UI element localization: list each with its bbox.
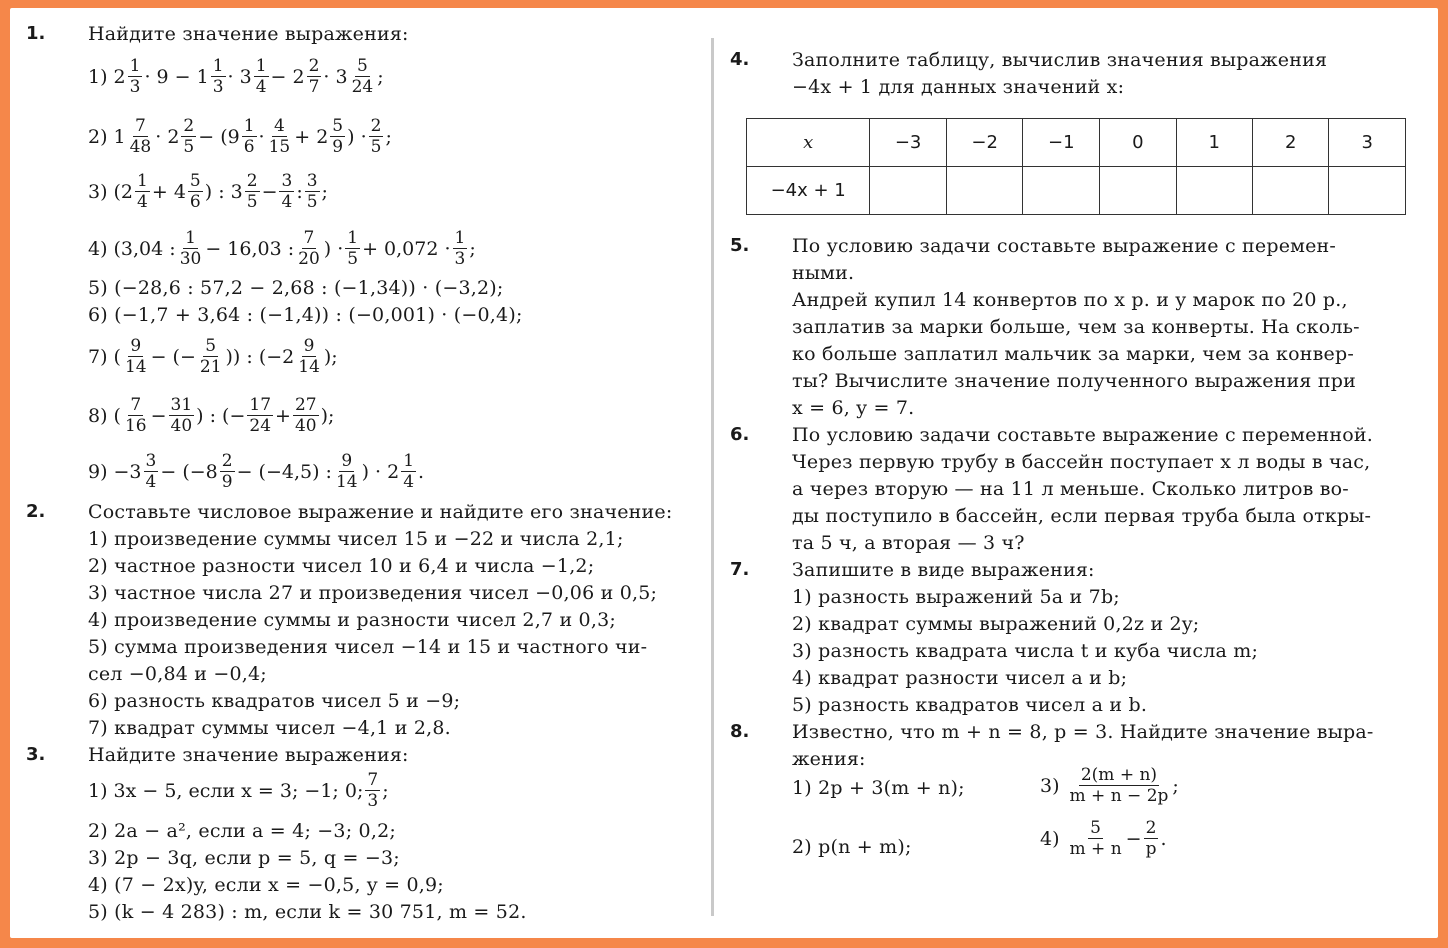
fraction: $\frac{2}{p}$ bbox=[1145, 818, 1157, 859]
fraction: $\frac{17}{24}$ bbox=[249, 395, 272, 436]
column-divider bbox=[711, 38, 714, 916]
fraction: $\frac{1}{3}$ bbox=[454, 228, 466, 269]
table-cell: 0 bbox=[1100, 119, 1176, 167]
fraction: $\frac{2}{9}$ bbox=[221, 451, 233, 492]
table-row bbox=[747, 167, 1406, 215]
fraction: $\frac{5}{m + n}$ bbox=[1069, 818, 1122, 859]
task-1-item-2: 2) 1 $\frac{7}{48}$ · 2 $\frac{2}{5}$ − (9 $\frac{1}{6}$ · $\frac{4}{15}$ + 2 $\frac{5}{9}$ ) · $\frac{2}{5}$ ; bbox=[88, 116, 392, 157]
fraction: $\frac{2}{5}$ bbox=[246, 171, 258, 212]
answer-cell[interactable] bbox=[1253, 167, 1329, 215]
answer-cell[interactable] bbox=[946, 167, 1023, 215]
task-1-item-3: 3) (2 $\frac{1}{4}$ + 4 $\frac{5}{6}$ ) : 3 $\frac{2}{5}$ − $\frac{3}{4}$ : $\frac{3}{5}$ ; bbox=[88, 171, 328, 212]
term: 2 bbox=[113, 65, 126, 88]
fraction: $\frac{1}{30}$ bbox=[179, 228, 202, 269]
item-number: 1) bbox=[88, 65, 108, 88]
task-1-item-1: 1) 2 $\frac{1}{3}$ · 9 − 1 $\frac{1}{3}$ · 3 $\frac{1}{4}$ − 2 $\frac{2}{7}$ · 3 $\frac{5}{24}$ ; bbox=[88, 56, 384, 97]
fraction: $\frac{5}{9}$ bbox=[332, 116, 344, 157]
term: · 3 bbox=[323, 65, 348, 88]
task-number: 8. bbox=[730, 721, 750, 742]
fraction: $\frac{7}{3}$ bbox=[367, 770, 379, 811]
fraction: $\frac{4}{15}$ bbox=[268, 116, 291, 157]
table-cell: 3 bbox=[1329, 119, 1406, 167]
task-3-line: 1) 3x − 5, если x = 3; −1; 0; $\frac{7}{3}$ ; bbox=[88, 770, 389, 811]
fraction: $\frac{1}{4}$ bbox=[255, 56, 267, 97]
fraction: $\frac{5}{21}$ bbox=[199, 336, 222, 377]
task-8-item-3: 3) $\frac{2(m + n)}{m + n - 2p}$ ; bbox=[1040, 765, 1179, 806]
table-cell: 2 bbox=[1253, 119, 1329, 167]
fraction: $\frac{5}{6}$ bbox=[189, 171, 201, 212]
fraction: $\frac{2}{5}$ bbox=[183, 116, 195, 157]
fraction: $\frac{27}{40}$ bbox=[294, 395, 317, 436]
fraction: $\frac{7}{16}$ bbox=[124, 395, 147, 436]
table-cell: 1 bbox=[1176, 119, 1252, 167]
worksheet-page: 1. Найдите значение выражения: 1) 2 $\frac{1}{3}$ · 9 − 1 $\frac{1}{3}$ · 3 $\frac{1}{4}$ − 2 $\frac{2}{7}$ · 3 $\frac{5}{24}$ ; 2) 1 $\frac{7}{48}$ · 2 $\frac{2}{5}$ − (9 $\frac{1}{6}$ · $\frac{4}{15}$ + 2 $\frac{5}{9}$ ) · $\frac{2}{5}$ ; 3) (2 $\frac{1}{4}$ + 4 $\frac{5}{6}$ ) : 3 $\frac{2}{5}$ − $\frac{3}{4}$ : $\frac{3}{5}$ ; 4) (3,04 : $\frac{1}{30}$ − 16,03 : $\frac{7}{20}$ ) · $\frac{1}{5}$ + 0,072 · $\frac{1}{3}$ ; 5) (−28,6 : 57,2 − 2,68 : (−1,34)) · (−3,2); 6) (−1,7 + 3,64 : (−1,4)) : (−0,001) · (−0,4); 7) ( $\frac{9}{14}$ − (− $\frac{5}{21}$ )) : (−2 $\frac{9}{14}$ ); 8) ( $\frac{7}{16}$ − $\frac{31}{40}$ ) : (− $\frac{17}{24}$ + $\frac{27}{40}$ ); 9) −3 $\frac{3}{4}$ − (−8 $\frac{2}{9}$ − (−4,5) : $\frac{9}{14}$ ) · 2 $\frac{1}{4}$ . 2. Составьте числовое выражение и найдите его значение: 1) произведение суммы чисел 15 и −22 и числа 2,1; 2) частное разности чисел 10 и 6,4 и числа −1,2; 3) частное числа 27 и произведения чисел −0,06 и 0,5; 4) произведение суммы и разности чисел 2,7 и 0,3; 5) сумма произведения чисел −14 и 15 и частного чи- сел −0,84 и −0,4; 6) разность квадратов чисел 5 и −9; 7) квадрат суммы чисел −4,1 и 2,8. 3. Найдите значение выражения: 1) 3x − 5, если x = 3; −1; 0; $\frac{7}{3}$ ; 2) 2a − a², если a = 4; −3; 0,2; 3) 2p − 3q, если p = 5, q = −3; 4) (7 − 2x)y, если x = −0,5, y = 0,9; 5) (k − 4 283) : m, если k = 30 751, m = 52. 4. Заполните таблицу, вычислив значения выражения −4x + 1 для данных значений x: x −3 −2 −1 0 1 2 3 −4x + 1 5. По условию задачи составьте выражение с перемен- ными. Андрей купил 14 конвертов по x р. и y марок по 20 р., заплатив за марки больше, чем за конверты. На сколь- ко больше заплатил мальчик за марки, чем за конвер- ты? Вычислите значение полученного выражения при x = 6, y = 7. 6. По условию задачи составьте выражение с переменной. Через первую трубу в бассейн поступает x л воды в час, а через вторую — на 11 л меньше. Сколько литров во- ды поступило в бассейн, если первая труба была откры- та 5 ч, а вторая — 3 ч? 7. Запишите в виде выражения: 1) разность выражений 5a и 7b; 2) квадрат суммы выражений 0,2z и 2y; 3) разность квадрата числа t и куба числа m; 4) квадрат разности чисел a и b; 5) разность квадратов чисел a и b. 8. Известно, что m + n = 8, p = 3. Найдите значение выра- жения: 1) 2p + 3(m + n); 2) p(n + m); 3) $\frac{2(m + n)}{m + n - 2p}$ ; 4) $\frac{5}{m + n}$ − $\frac{2}{p}$ . bbox=[10, 8, 1438, 938]
item-number: 8) bbox=[88, 404, 108, 427]
table-row bbox=[747, 119, 1406, 167]
answer-cell[interactable] bbox=[870, 167, 947, 215]
fraction: $\frac{3}{4}$ bbox=[145, 451, 157, 492]
term: · 9 − 1 bbox=[144, 65, 209, 88]
fraction: $\frac{7}{20}$ bbox=[298, 228, 320, 269]
task-number: 1. bbox=[26, 23, 46, 44]
fraction: $\frac{3}{4}$ bbox=[281, 171, 293, 212]
fraction: $\frac{31}{40}$ bbox=[170, 395, 193, 436]
answer-cell[interactable] bbox=[1176, 167, 1252, 215]
fraction: $\frac{1}{5}$ bbox=[347, 228, 359, 269]
table-cell: −1 bbox=[1023, 119, 1100, 167]
fraction: $\frac{3}{5}$ bbox=[306, 171, 318, 212]
fraction: $\frac{1}{4}$ bbox=[137, 171, 148, 212]
answer-cell[interactable] bbox=[1329, 167, 1406, 215]
fraction: $\frac{7}{48}$ bbox=[129, 116, 152, 157]
item-number: 2) bbox=[88, 125, 108, 148]
fraction: $\frac{1}{3}$ bbox=[212, 56, 224, 97]
task-1-item-8: 8) ( $\frac{7}{16}$ − $\frac{31}{40}$ ) : (− $\frac{17}{24}$ + $\frac{27}{40}$ ); bbox=[88, 395, 335, 436]
task-1-item-4: 4) (3,04 : $\frac{1}{30}$ − 16,03 : $\frac{7}{20}$ ) · $\frac{1}{5}$ + 0,072 · $\frac{1}{3}$ ; bbox=[88, 228, 476, 269]
answer-cell[interactable] bbox=[1100, 167, 1176, 215]
fraction: $\frac{1}{4}$ bbox=[403, 451, 415, 492]
task-number: 6. bbox=[730, 424, 750, 445]
table-header-cell: −4x + 1 bbox=[747, 167, 870, 215]
task-title: Найдите значение выражения: bbox=[88, 744, 409, 766]
task-8-item-4: 4) $\frac{5}{m + n}$ − $\frac{2}{p}$ . bbox=[1040, 818, 1167, 859]
table-cell: −3 bbox=[870, 119, 947, 167]
fraction: $\frac{2(m + n)}{m + n - 2p}$ bbox=[1069, 765, 1169, 806]
values-table bbox=[746, 118, 1406, 215]
task-title: Составьте числовое выражение и найдите его значение: bbox=[88, 501, 673, 523]
item-number: 7) bbox=[88, 345, 108, 368]
item-number: 4) bbox=[88, 237, 108, 260]
item-number: 9) bbox=[88, 460, 108, 483]
answer-cell[interactable] bbox=[1023, 167, 1100, 215]
task-number: 3. bbox=[26, 744, 46, 765]
fraction: $\frac{9}{14}$ bbox=[298, 336, 320, 377]
task-number: 5. bbox=[730, 235, 750, 256]
task-1-item-7: 7) ( $\frac{9}{14}$ − (− $\frac{5}{21}$ )) : (−2 $\frac{9}{14}$ ); bbox=[88, 336, 338, 377]
task-number: 7. bbox=[730, 559, 750, 580]
task-number: 2. bbox=[26, 501, 46, 522]
fraction: $\frac{9}{14}$ bbox=[124, 336, 147, 377]
term: − 2 bbox=[270, 65, 305, 88]
fraction: $\frac{1}{6}$ bbox=[243, 116, 255, 157]
fraction: $\frac{2}{7}$ bbox=[308, 56, 320, 97]
fraction: $\frac{1}{3}$ bbox=[129, 56, 141, 97]
task-number: 4. bbox=[730, 49, 750, 70]
task-1-item-9: 9) −3 $\frac{3}{4}$ − (−8 $\frac{2}{9}$ − (−4,5) : $\frac{9}{14}$ ) · 2 $\frac{1}{4}$ . bbox=[88, 451, 425, 492]
fraction: $\frac{2}{5}$ bbox=[370, 116, 382, 157]
task-title: Найдите значение выражения: bbox=[88, 23, 409, 45]
item-number: 3) bbox=[88, 180, 108, 203]
table-cell: −2 bbox=[946, 119, 1023, 167]
fraction: $\frac{9}{14}$ bbox=[335, 451, 358, 492]
fraction: $\frac{5}{24}$ bbox=[351, 56, 374, 97]
table-header-cell: x bbox=[747, 119, 870, 167]
term: · 3 bbox=[227, 65, 252, 88]
